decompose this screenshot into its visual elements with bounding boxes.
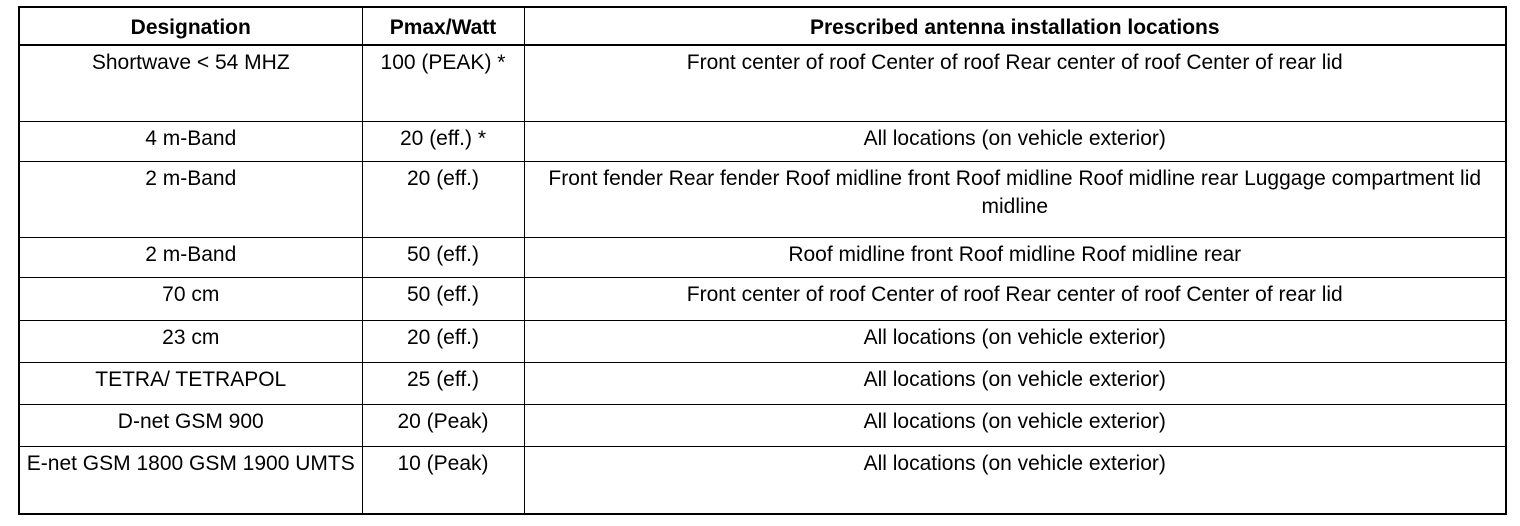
cell-designation: D-net GSM 900: [19, 404, 362, 446]
cell-designation: 70 cm: [19, 277, 362, 320]
cell-locations: Roof midline front Roof midline Roof midline rear: [524, 237, 1506, 277]
header-pmax-watt: Pmax/Watt: [362, 7, 524, 45]
cell-pmax: 10 (Peak): [362, 446, 524, 514]
cell-locations: Front fender Rear fender Roof midline front Roof midline Roof midline rear Luggage compartment lid midline: [524, 161, 1506, 237]
table-row: [19, 404, 1506, 446]
cell-pmax: 20 (Peak): [362, 404, 524, 446]
cell-locations: All locations (on vehicle exterior): [524, 404, 1506, 446]
table-row: [19, 277, 1506, 320]
cell-designation: E-net GSM 1800 GSM 1900 UMTS: [19, 446, 362, 514]
table-row: [19, 446, 1506, 514]
cell-designation: 2 m-Band: [19, 161, 362, 237]
table-row: [19, 320, 1506, 362]
cell-designation: 23 cm: [19, 320, 362, 362]
cell-pmax: 20 (eff.): [362, 161, 524, 237]
table-row: [19, 45, 1506, 121]
cell-pmax: 100 (PEAK) *: [362, 45, 524, 121]
table-row: [19, 121, 1506, 161]
cell-pmax: 25 (eff.): [362, 362, 524, 404]
header-row: [19, 7, 1506, 45]
cell-designation: Shortwave < 54 MHZ: [19, 45, 362, 121]
table-row: [19, 362, 1506, 404]
header-installation-locations: Prescribed antenna installation locations: [524, 7, 1506, 45]
cell-locations: Front center of roof Center of roof Rear center of roof Center of rear lid: [524, 45, 1506, 121]
cell-pmax: 50 (eff.): [362, 237, 524, 277]
cell-designation: 4 m-Band: [19, 121, 362, 161]
header-designation: Designation: [19, 7, 362, 45]
cell-designation: TETRA/ TETRAPOL: [19, 362, 362, 404]
cell-pmax: 20 (eff.): [362, 320, 524, 362]
cell-locations: All locations (on vehicle exterior): [524, 446, 1506, 514]
cell-pmax: 20 (eff.) *: [362, 121, 524, 161]
cell-locations: All locations (on vehicle exterior): [524, 320, 1506, 362]
table-row: [19, 237, 1506, 277]
antenna-installation-table: [18, 6, 1507, 515]
table-row: [19, 161, 1506, 237]
cell-pmax: 50 (eff.): [362, 277, 524, 320]
cell-locations: All locations (on vehicle exterior): [524, 121, 1506, 161]
cell-locations: All locations (on vehicle exterior): [524, 362, 1506, 404]
cell-designation: 2 m-Band: [19, 237, 362, 277]
cell-locations: Front center of roof Center of roof Rear center of roof Center of rear lid: [524, 277, 1506, 320]
